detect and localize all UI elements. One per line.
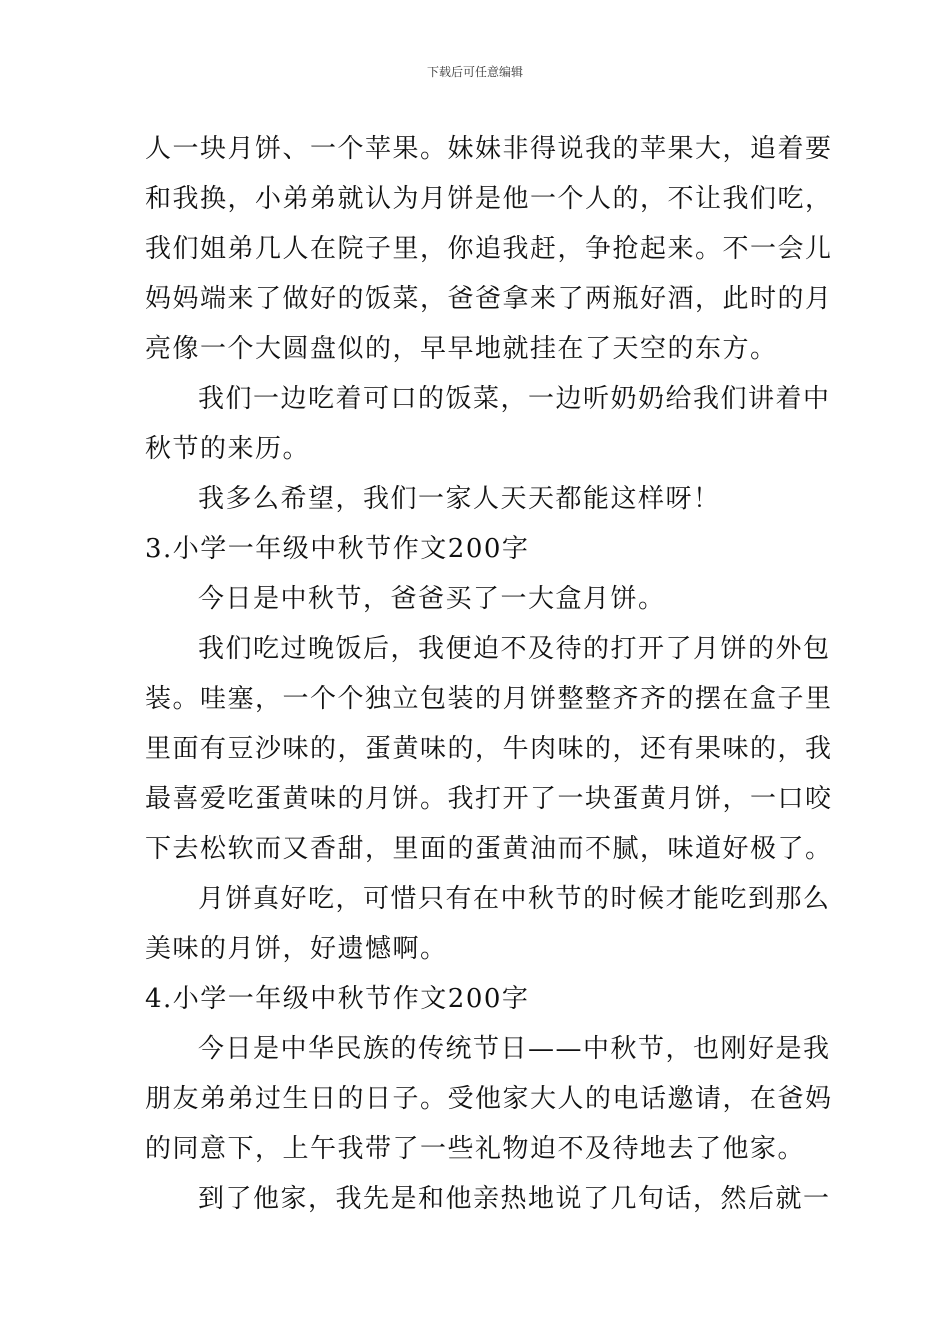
paragraph-line: 装。哇塞，一个个独立包装的月饼整整齐齐的摆在盒子里	[145, 684, 833, 714]
paragraph-line: 和我换，小弟弟就认为月饼是他一个人的，不让我们吃，	[145, 184, 833, 214]
page-header: 下载后可任意编辑	[426, 65, 523, 79]
paragraph-line: 里面有豆沙味的，蛋黄味的，牛肉味的，还有果味的，我	[145, 734, 833, 764]
paragraph-line: 我们姐弟几人在院子里，你追我赶，争抢起来。不一会儿	[145, 234, 833, 264]
paragraph-line: 我们吃过晚饭后，我便迫不及待的打开了月饼的外包	[198, 634, 831, 664]
paragraph-line: 美味的月饼，好遗憾啊。	[145, 934, 448, 964]
paragraph-line: 今日是中华民族的传统节日——中秋节，也刚好是我	[198, 1034, 831, 1064]
paragraph-line: 最喜爱吃蛋黄味的月饼。我打开了一块蛋黄月饼，一口咬	[145, 784, 833, 814]
paragraph-line: 人一块月饼、一个苹果。妹妹非得说我的苹果大，追着要	[145, 134, 833, 164]
paragraph-line: 月饼真好吃，可惜只有在中秋节的时候才能吃到那么	[198, 884, 831, 914]
paragraph-line: 妈妈端来了做好的饭菜，爸爸拿来了两瓶好酒，此时的月	[145, 284, 833, 314]
paragraph-line: 我们一边吃着可口的饭菜，一边听奶奶给我们讲着中	[198, 384, 831, 414]
paragraph-line: 下去松软而又香甜，里面的蛋黄油而不腻，味道好极了。	[145, 834, 833, 864]
paragraph-line: 的同意下，上午我带了一些礼物迫不及待地去了他家。	[145, 1134, 806, 1164]
paragraph-line: 亮像一个大圆盘似的，早早地就挂在了天空的东方。	[145, 334, 778, 364]
paragraph-line: 朋友弟弟过生日的日子。受他家大人的电话邀请，在爸妈	[145, 1084, 833, 1114]
section-heading: 4.小学一年级中秋节作文200字	[145, 984, 530, 1014]
paragraph-line: 秋节的来历。	[145, 434, 311, 464]
essay-body	[145, 124, 833, 1224]
paragraph-line: 我多么希望，我们一家人天天都能这样呀！	[198, 484, 721, 514]
section-heading: 3.小学一年级中秋节作文200字	[145, 534, 530, 564]
paragraph-line: 今日是中秋节，爸爸买了一大盒月饼。	[198, 584, 666, 614]
paragraph-line: 到了他家，我先是和他亲热地说了几句话，然后就一	[198, 1184, 831, 1214]
